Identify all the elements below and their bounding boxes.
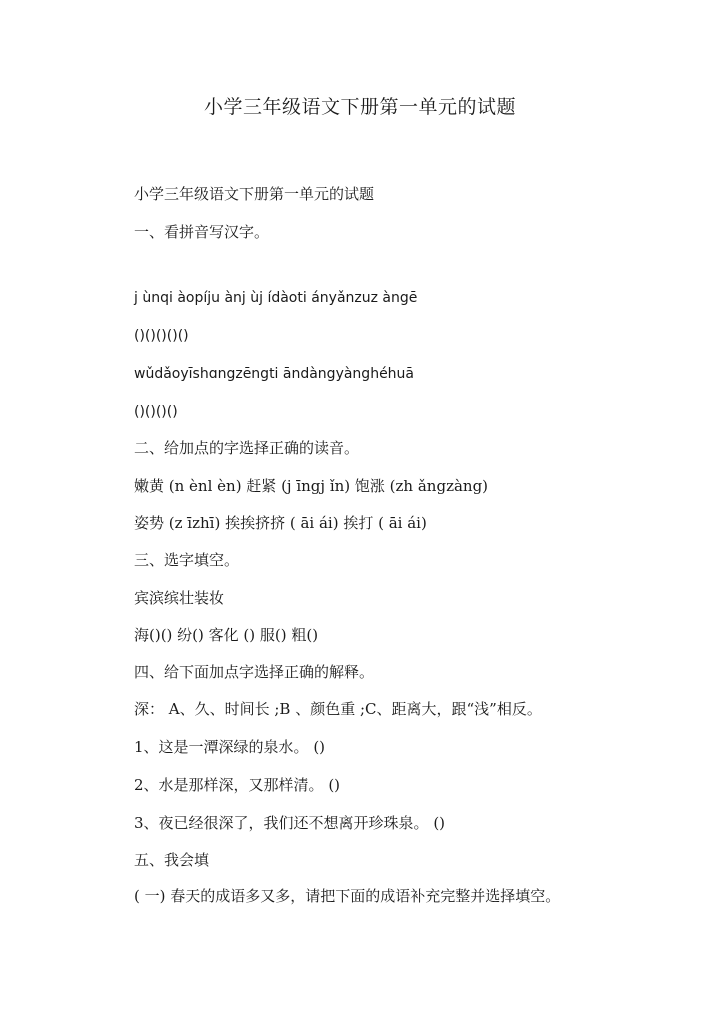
reading-choice-line-2: 姿势 (z īzhī) 挨挨挤挤 ( āi ái) 挨打 ( āi ái)	[134, 514, 427, 532]
pinyin-line-2: wǔdǎoyīshɑngzēngti āndàngyànghéhuā	[134, 366, 415, 382]
section-one-heading: 一、看拼音写汉字。	[134, 223, 270, 241]
meaning-options: 深： A、久、时间长 ;B 、颜色重 ;C、距离大，跟“浅”相反。	[134, 700, 542, 718]
section-two-heading: 二、给加点的字选择正确的读音。	[134, 439, 360, 457]
question-2: 2、水是那样深，又那样清。 ()	[134, 776, 341, 794]
blank-brackets-1: ()()()()()	[134, 328, 189, 344]
question-1: 1、这是一潭深绿的泉水。 ()	[134, 738, 326, 756]
section-three-heading: 三、选字填空。	[134, 551, 240, 569]
page-title: 小学三年级语文下册第一单元的试题	[203, 96, 516, 118]
section-five-heading: 五、我会填	[134, 851, 210, 869]
pinyin-line-1: j ùnqi àopíju ànj ùj ídàoti ányǎnzuz àngē	[134, 290, 418, 306]
character-options: 宾滨缤壮装妆	[134, 589, 225, 607]
section-five-subheading: ( 一) 春天的成语多又多，请把下面的成语补充完整并选择填空。	[134, 887, 561, 905]
fill-in-line: 海()() 纷() 客化 () 服() 粗()	[134, 626, 319, 644]
subtitle-line: 小学三年级语文下册第一单元的试题	[134, 185, 375, 203]
reading-choice-line-1: 嫩黄 (n ènl èn) 赶紧 (j īngj ǐn) 饱涨 (zh ǎngzàng)	[134, 477, 489, 495]
section-four-heading: 四、给下面加点字选择正确的解释。	[134, 663, 375, 681]
blank-brackets-2: ()()()()	[134, 404, 178, 420]
question-3: 3、夜已经很深了，我们还不想离开珍珠泉。 ()	[134, 814, 446, 832]
